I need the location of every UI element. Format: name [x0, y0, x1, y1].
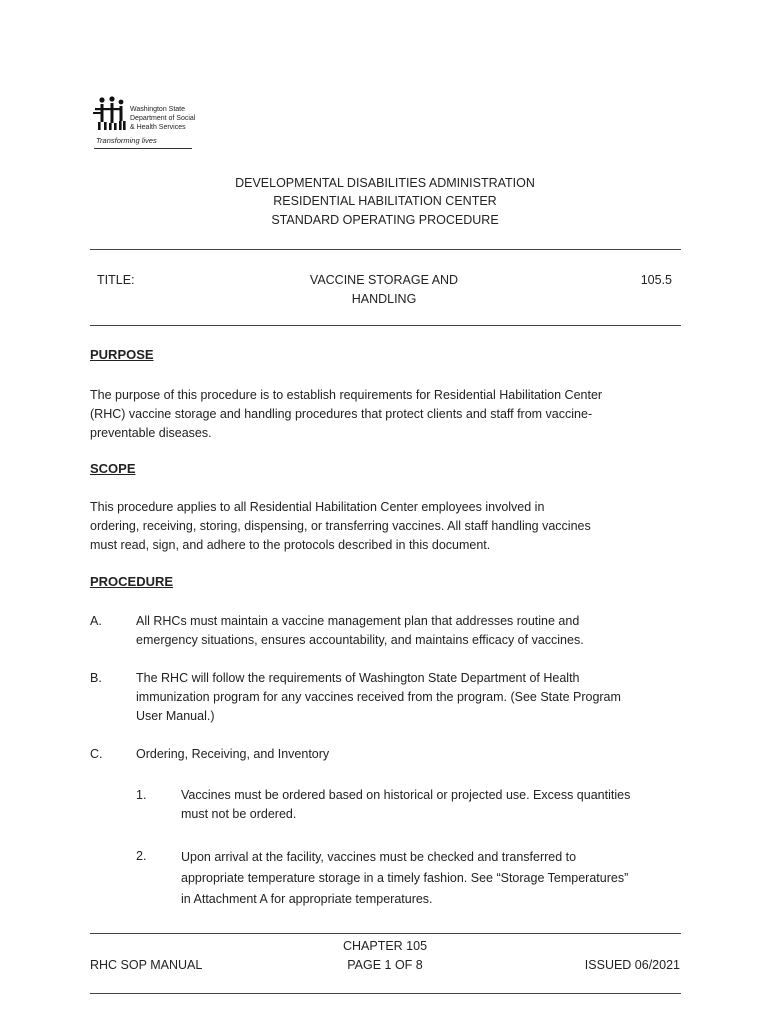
item-b-marker: B.: [90, 671, 102, 685]
footer-top-rule: [90, 933, 681, 934]
footer-manual: RHC SOP MANUAL: [90, 958, 203, 972]
title-label: TITLE:: [97, 273, 135, 287]
header-line-1: DEVELOPMENTAL DISABILITIES ADMINISTRATION: [235, 176, 535, 190]
subitem-1-line-1: Vaccines must be ordered based on historical or projected use. Excess quantities: [181, 788, 631, 802]
item-b-text: [136, 669, 676, 726]
scope-text: [90, 498, 670, 555]
header-line-2: RESIDENTIAL HABILITATION CENTER: [273, 194, 497, 208]
subitem-1-text: [181, 786, 676, 824]
title-line-1: VACCINE STORAGE AND: [309, 273, 459, 287]
scope-line-1: This procedure applies to all Residential Habilitation Center employees involved in: [90, 500, 545, 514]
scope-heading: SCOPE: [90, 461, 136, 476]
footer-bottom-rule: [90, 993, 681, 994]
footer-page: PAGE 1 OF 8: [347, 958, 423, 972]
subitem-2-text: [181, 847, 676, 910]
scope-line-3: must read, sign, and adhere to the protocols described in this document.: [90, 538, 491, 552]
purpose-text: [90, 386, 670, 443]
purpose-line-1: The purpose of this procedure is to establish requirements for Residential Habilitation Center: [90, 388, 603, 402]
item-b-line-1: The RHC will follow the requirements of Washington State Department of Health: [136, 671, 580, 685]
item-a-line-2: emergency situations, ensures accountability, and maintains efficacy of vaccines.: [136, 633, 584, 647]
item-a-marker: A.: [90, 614, 102, 628]
item-b-line-2: immunization program for any vaccines received from the program. (See State Program: [136, 690, 621, 704]
logo-org-line-1: Washington State: [130, 106, 185, 113]
item-c-text: Ordering, Receiving, and Inventory: [136, 747, 330, 761]
logo-tagline: Transforming lives: [96, 136, 157, 145]
purpose-heading: PURPOSE: [90, 347, 154, 362]
purpose-line-2: (RHC) vaccine storage and handling procedures that protect clients and staff from vaccine-: [90, 407, 593, 421]
subitem-2-marker: 2.: [136, 849, 147, 863]
item-b-line-3: User Manual.): [136, 709, 215, 723]
procedure-heading: PROCEDURE: [90, 574, 174, 589]
subitem-1-marker: 1.: [136, 788, 147, 802]
logo-divider: [94, 148, 192, 149]
procedure-number: 105.5: [640, 273, 672, 287]
purpose-line-3: preventable diseases.: [90, 426, 212, 440]
item-a-text: [136, 612, 676, 650]
subitem-2-line-2: appropriate temperature storage in a timely fashion. See “Storage Temperatures”: [181, 871, 629, 885]
footer-issued: ISSUED 06/2021: [584, 958, 680, 972]
scope-line-2: ordering, receiving, storing, dispensing, or transferring vaccines. All staff handling vaccines: [90, 519, 591, 533]
subitem-2-line-1: Upon arrival at the facility, vaccines must be checked and transferred to: [181, 850, 577, 864]
footer-chapter: CHAPTER 105: [342, 939, 428, 953]
rhc-figures-icon: [92, 96, 128, 132]
title-block-rule: [90, 325, 681, 326]
subitem-1-line-2: must not be ordered.: [181, 807, 297, 821]
logo-org-line-3: & Health Services: [130, 124, 186, 131]
header-line-3: STANDARD OPERATING PROCEDURE: [271, 213, 499, 227]
logo-org-line-2: Department of Social: [130, 115, 196, 122]
item-c-marker: C.: [90, 747, 103, 761]
subitem-2-line-3: in Attachment A for appropriate temperatures.: [181, 892, 433, 906]
header-rule: [90, 249, 681, 250]
title-line-2: HANDLING: [351, 292, 417, 306]
item-a-line-1: All RHCs must maintain a vaccine management plan that addresses routine and: [136, 614, 580, 628]
dshs-logo: [92, 96, 196, 154]
